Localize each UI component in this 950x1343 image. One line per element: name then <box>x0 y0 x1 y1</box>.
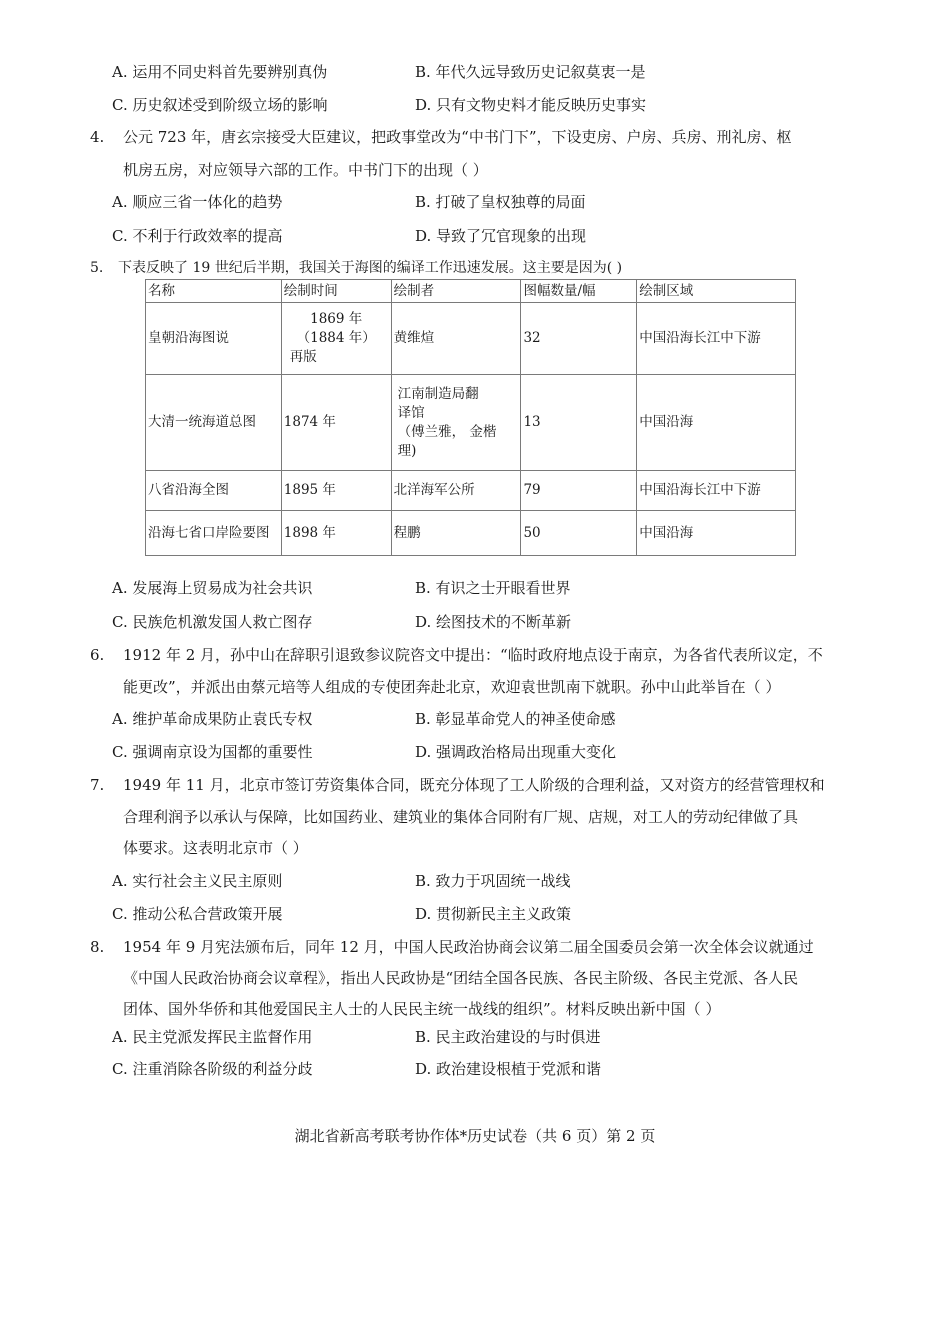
q4-option-a: A. 顺应三省一体化的趋势 <box>112 193 283 211</box>
q7-stem-line2: 合理利润予以承认与保障，比如国药业、建筑业的集体合同附有厂规、店规，对工人的劳动纪律做了具 <box>123 808 799 826</box>
table-header-row <box>146 280 796 303</box>
table-row <box>146 303 796 375</box>
q5-number: 5. <box>90 260 104 276</box>
cell-maker-line: 译馆 <box>397 404 425 421</box>
q3-option-d: D. 只有文物史料才能反映历史事实 <box>415 96 647 114</box>
q3-option-c: C. 历史叙述受到阶级立场的影响 <box>112 96 328 114</box>
q4-stem-line1: 公元 723 年，唐玄宗接受大臣建议，把政事堂改为“中书门下”，下设吏房、户房、兵房、刑礼房、枢 <box>123 128 792 146</box>
cell-name: 皇朝沿海图说 <box>146 303 282 375</box>
q3-option-a: A. 运用不同史料首先要辨别真伪 <box>112 63 328 81</box>
header-maker: 绘制者 <box>391 280 521 303</box>
q8-option-d: D. 政治建设根植于党派和谐 <box>415 1060 602 1078</box>
q6-stem-line2: 能更改”，并派出由蔡元培等人组成的专使团奔赴北京，欢迎袁世凯南下就职。孙中山此举旨在（ ） <box>123 678 781 696</box>
q6-option-c: C. 强调南京设为国都的重要性 <box>112 743 313 761</box>
cell-region: 中国沿海长江中下游 <box>637 303 796 375</box>
q7-option-d: D. 贯彻新民主主义政策 <box>415 905 572 923</box>
cell-name: 沿海七省口岸险要图 <box>146 511 282 556</box>
q8-stem-line2: 《中国人民政治协商会议章程》，指出人民政协是“团结全国各民族、各民主阶级、各民主党派、各人民 <box>123 969 799 987</box>
q4-option-d: D. 导致了冗官现象的出现 <box>415 227 587 245</box>
cell-count: 32 <box>521 303 637 375</box>
cell-maker: 程鹏 <box>391 511 521 556</box>
table-row <box>146 471 796 511</box>
cell-count: 13 <box>521 375 637 471</box>
cell-maker: 黄维煊 <box>391 303 521 375</box>
q7-stem-line1: 1949 年 11 月，北京市签订劳资集体合同，既充分体现了工人阶级的合理利益，又对资方的经营管理权和 <box>123 776 825 794</box>
q6-option-a: A. 维护革命成果防止袁氏专权 <box>112 710 313 728</box>
q4-stem-line2: 机房五房，对应领导六部的工作。中书门下的出现（ ） <box>123 161 488 179</box>
q8-option-c: C. 注重消除各阶级的利益分歧 <box>112 1060 313 1078</box>
cell-count: 50 <box>521 511 637 556</box>
cell-maker <box>391 375 521 471</box>
q6-option-b: B. 彰显革命党人的神圣使命感 <box>415 710 616 728</box>
q7-stem-line3: 体要求。这表明北京市（ ） <box>123 839 308 857</box>
cell-time: 1895 年 <box>281 471 391 511</box>
cell-time-line: 再版 <box>289 349 317 365</box>
cell-time-line: 1869 年 <box>310 311 363 327</box>
q8-number: 8. <box>90 938 105 956</box>
q7-option-b: B. 致力于巩固统一战线 <box>415 872 571 890</box>
cell-name: 大清一统海道总图 <box>146 375 282 471</box>
table-row <box>146 375 796 471</box>
cell-name: 八省沿海全图 <box>146 471 282 511</box>
q5-option-d: D. 绘图技术的不断革新 <box>415 613 572 631</box>
q6-stem-line1: 1912 年 2 月，孙中山在辞职引退致参议院咨文中提出：“临时政府地点设于南京，为各省代表所议定，不 <box>123 646 823 664</box>
cell-region: 中国沿海 <box>637 375 796 471</box>
cell-count: 79 <box>521 471 637 511</box>
q4-option-b: B. 打破了皇权独尊的局面 <box>415 193 586 211</box>
table-row <box>146 511 796 556</box>
q8-stem-line1: 1954 年 9 月宪法颁布后，同年 12 月，中国人民政治协商会议第二届全国委员会第一次全体会议就通过 <box>123 938 814 956</box>
cell-region: 中国沿海 <box>637 511 796 556</box>
q5-option-c: C. 民族危机激发国人救亡图存 <box>112 613 313 631</box>
cell-maker-line: 江南制造局翻 <box>397 385 479 402</box>
q7-number: 7. <box>90 776 105 794</box>
cell-maker: 北洋海军公所 <box>391 471 521 511</box>
q8-stem-line3: 团体、国外华侨和其他爱国民主人士的人民民主统一战线的组织”。材料反映出新中国（ ） <box>123 1000 721 1018</box>
cell-time: 1898 年 <box>281 511 391 556</box>
q8-option-a: A. 民主党派发挥民主监督作用 <box>112 1028 313 1046</box>
q4-number: 4. <box>90 128 105 146</box>
q6-number: 6. <box>90 646 105 664</box>
page-footer: 湖北省新高考联考协作体*历史试卷（共 6 页）第 2 页 <box>294 1127 656 1145</box>
q8-option-b: B. 民主政治建设的与时俱进 <box>415 1028 601 1046</box>
cell-maker-line: 理) <box>397 442 417 459</box>
q7-option-a: A. 实行社会主义民主原则 <box>112 872 283 890</box>
q3-option-b: B. 年代久远导致历史记叙莫衷一是 <box>415 63 646 81</box>
cell-time: 1874 年 <box>281 375 391 471</box>
header-time: 绘制时间 <box>281 280 391 303</box>
cell-maker-line: （傅兰雅， 金楷 <box>397 423 497 440</box>
q6-option-d: D. 强调政治格局出现重大变化 <box>415 743 617 761</box>
header-count: 图幅数量/幅 <box>521 280 637 303</box>
cell-time-line: （1884 年） <box>296 330 376 346</box>
cell-region: 中国沿海长江中下游 <box>637 471 796 511</box>
header-name: 名称 <box>146 280 282 303</box>
cell-time <box>281 303 391 375</box>
q5-option-b: B. 有识之士开眼看世界 <box>415 579 571 597</box>
q5-option-a: A. 发展海上贸易成为社会共识 <box>112 579 313 597</box>
header-region: 绘制区域 <box>637 280 796 303</box>
q5-stem-line1: 下表反映了 19 世纪后半期，我国关于海图的编译工作迅速发展。这主要是因为( ) <box>118 260 623 276</box>
q7-option-c: C. 推动公私合营政策开展 <box>112 905 283 923</box>
sea-chart-table <box>145 279 796 556</box>
q4-option-c: C. 不利于行政效率的提高 <box>112 227 283 245</box>
